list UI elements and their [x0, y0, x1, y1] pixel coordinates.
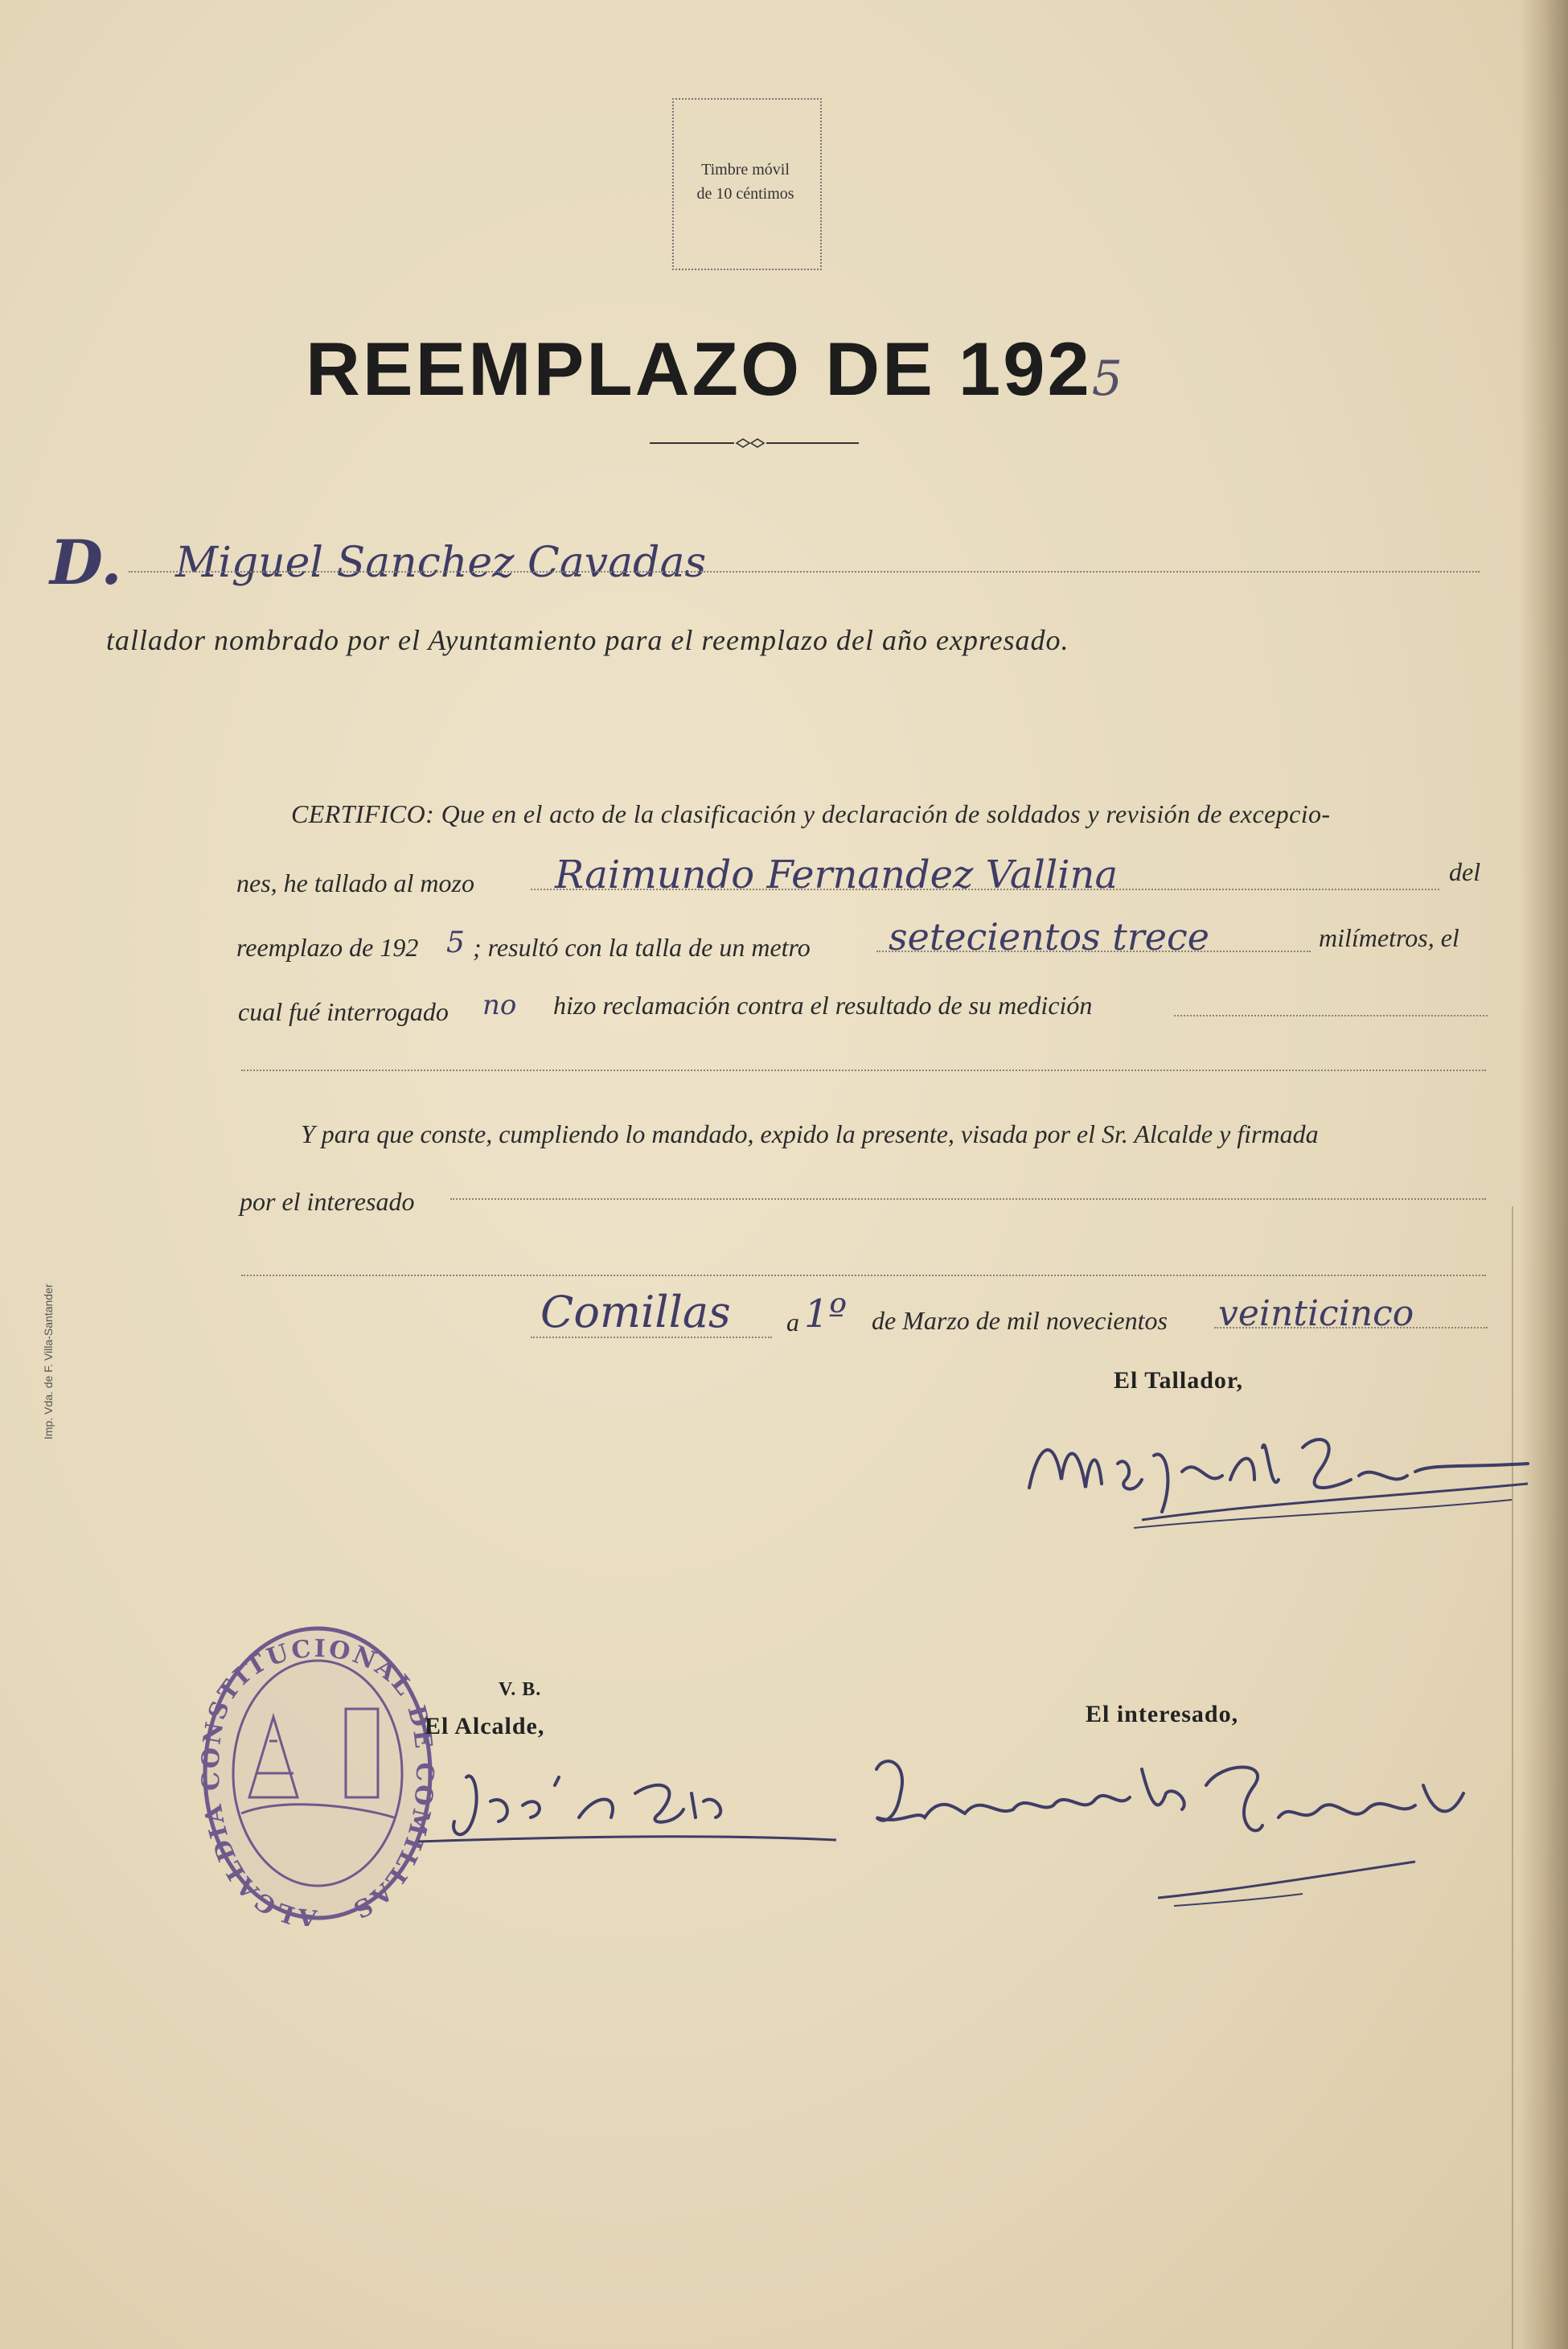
alcaldia-seal: [193, 1612, 442, 1926]
cert-line2-dotline: [531, 889, 1439, 890]
cert-line4-dotline: [1174, 1015, 1488, 1016]
alcalde-signature: [418, 1745, 836, 1866]
interesado-label: El interesado,: [1086, 1701, 1239, 1727]
reclamation-answer: no: [482, 989, 517, 1021]
interesado-signature: [852, 1737, 1480, 1922]
cert-line2-a: nes, he tallado al mozo: [236, 869, 474, 897]
vb-label: V. B.: [499, 1679, 542, 1700]
cert-line6: por el interesado: [240, 1187, 415, 1216]
stamp-box-line1: Timbre móvil: [701, 161, 790, 179]
cert-line3-digit: 5: [446, 926, 465, 959]
cert-line5: Y para que conste, cumpliendo lo mandado, expido la presente, visada por el Sr. Alcalde y firmada: [301, 1119, 1319, 1148]
cert-line4-a: cual fué interrogado: [238, 997, 449, 1026]
cert-blank-dotline-2: [241, 1275, 1486, 1276]
cert-line3-dotline: [876, 951, 1311, 952]
date-day: 1º: [804, 1292, 848, 1337]
place-dotline: [531, 1337, 772, 1338]
cert-line6-dotline: [450, 1198, 1486, 1200]
intro-prefix: D.: [50, 527, 122, 598]
cert-line3-b: ; resultó con la talla de un metro: [473, 933, 811, 962]
cert-line3-a: reemplazo de 192: [236, 933, 419, 962]
tallador-name: Miguel Sanchez Cavadas: [175, 539, 707, 587]
stamp-box-text: [672, 158, 819, 206]
stamp-box-line2: de 10 céntimos: [696, 185, 794, 203]
date-a: a: [786, 1308, 799, 1337]
title-printed: REEMPLAZO DE 192: [306, 326, 1092, 411]
intro-dotline: [129, 571, 1480, 573]
alcalde-label: El Alcalde,: [425, 1713, 545, 1739]
tallador-label: El Tallador,: [1114, 1367, 1243, 1394]
cert-line2-b: del: [1449, 857, 1481, 886]
title-ornament: [650, 437, 859, 449]
mozo-name: Raimundo Fernandez Vallina: [555, 852, 1119, 897]
year-dotline: [1214, 1327, 1488, 1328]
seal-ring-text: ALCALDIA CONSTITUCIONAL DE COMILLAS: [196, 1634, 439, 1926]
date-year: veinticinco: [1218, 1293, 1414, 1334]
place-name: Comillas: [540, 1287, 731, 1337]
cert-blank-dotline: [241, 1070, 1486, 1071]
tallador-signature: [1013, 1399, 1544, 1536]
title-handwritten-digit: 5: [1091, 351, 1125, 407]
cert-line1: CERTIFICO: Que en el acto de la clasificación y declaración de soldados y revisión de excepcio-: [291, 799, 1331, 828]
cert-line3-c: milímetros, el: [1319, 923, 1459, 952]
height-value: setecientos trece: [889, 915, 1209, 959]
intro-line2: tallador nombrado por el Ayuntamiento para el reemplazo del año expresado.: [106, 624, 1069, 656]
document-title: [306, 326, 1238, 413]
date-text: de Marzo de mil novecientos: [872, 1306, 1168, 1335]
paper-fold: [1512, 1206, 1545, 2349]
cert-line4-b: hizo reclamación contra el resultado de su medición: [553, 991, 1093, 1020]
printer-imprint: Imp. Vda. de F. Villa-Santander: [42, 1283, 55, 1439]
